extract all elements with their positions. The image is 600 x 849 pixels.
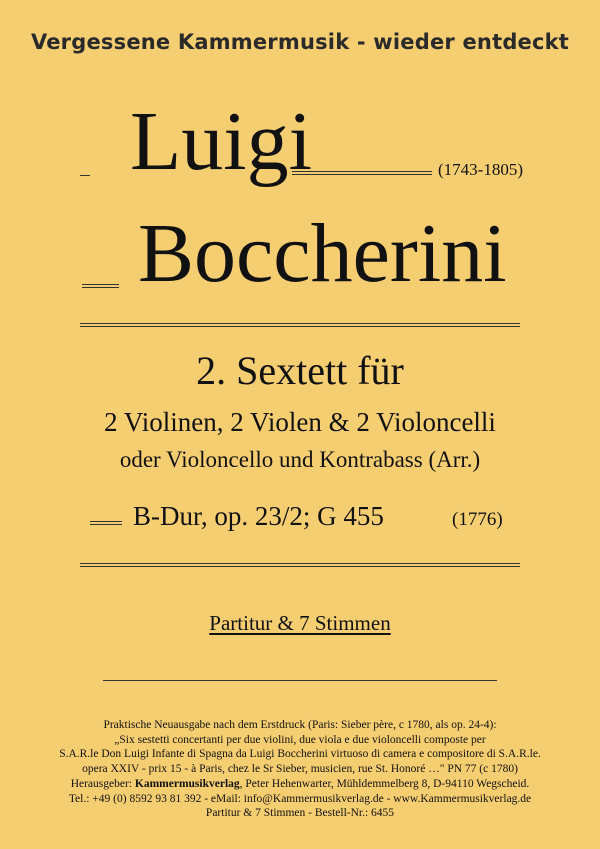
edition-note-line: Praktische Neuausgabe nach dem Erstdruck (Paris: Sieber père, c 1780, als op. 24-4): (103, 719, 497, 731)
divider (103, 680, 497, 681)
order-number: Partitur & 7 Stimmen - Bestell-Nr.: 6455 (205, 807, 395, 819)
composer-first-name: Luigi (130, 95, 312, 188)
work-title: 2. Sextett für (196, 348, 404, 393)
composer-last-name: Boccherini (138, 207, 507, 300)
divider (80, 323, 520, 327)
work-key-catalog: B-Dur, op. 23/2; G 455 (133, 501, 384, 531)
edition-note-line: opera XXIV - prix 15 - à Paris, chez le Sr Sieber, musicien, rue St. Honoré …" PN 77 (c 1780) (82, 762, 518, 775)
publisher-contact: Tel.: +49 (0) 8592 93 81 392 - eMail: info@Kammermusikverlag.de - www.Kammermusikverlag.de (68, 792, 532, 805)
work-year: (1776) (452, 509, 503, 530)
work-instrumentation: 2 Violinen, 2 Violen & 2 Violoncelli (104, 407, 496, 437)
composer-years: (1743-1805) (438, 160, 523, 179)
series-title: Vergessene Kammermusik - wieder entdeckt (30, 30, 570, 54)
edition-note-line: „Six sestetti concertanti per due violini, due viola e due violoncelli composte per (114, 733, 486, 746)
publisher-name: Kammermusikverlag (134, 778, 240, 790)
edition-note (0, 718, 600, 776)
divider (82, 284, 119, 288)
publisher-label: Herausgeber: (70, 778, 132, 790)
divider (80, 563, 520, 567)
publisher-line (0, 777, 600, 792)
publisher-info (0, 777, 600, 821)
parts-label: Partitur & 7 Stimmen (209, 611, 391, 635)
divider (292, 171, 432, 175)
publisher-address: , Peter Hehenwarter, Mühldemmelberg 8, D-94110 Wegscheid. (239, 778, 530, 790)
divider (80, 175, 90, 176)
work-alternative: oder Violoncello und Kontrabass (Arr.) (119, 447, 481, 472)
divider (90, 521, 122, 525)
edition-note-line: S.A.R.le Don Luigi Infante di Spagna da Luigi Boccherini virtuoso di camera e compositore di S.A.R.le. (59, 748, 541, 760)
